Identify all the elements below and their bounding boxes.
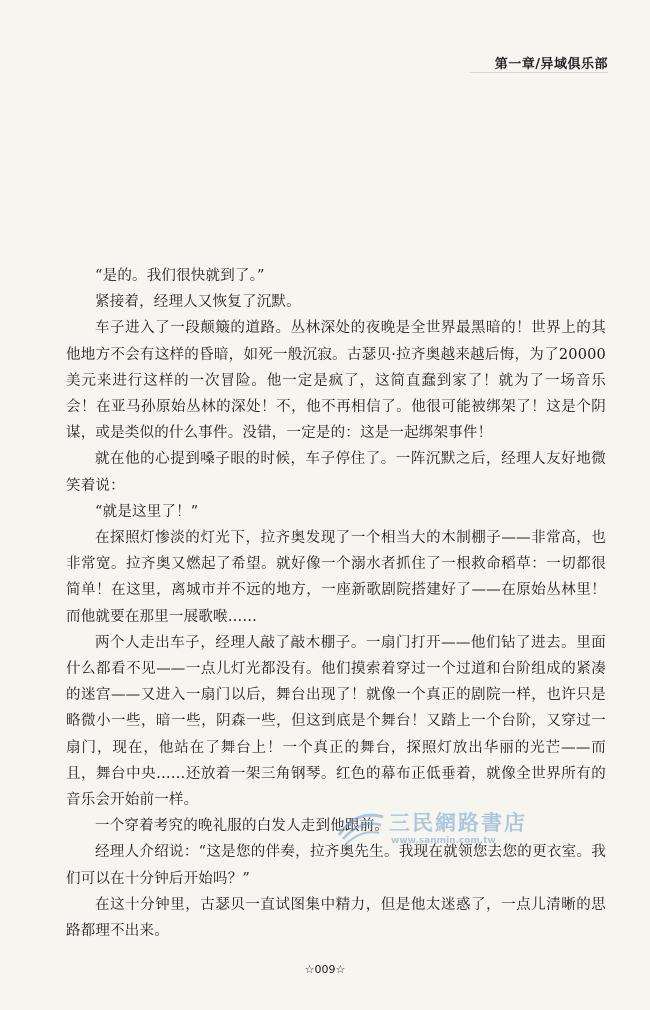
paragraph-3: 车子进入了一段颠簸的道路。丛林深处的夜晚是全世界最黑暗的！世界上的其他地方不会有这样的昏暗，如死一般沉寂。古瑟贝·拉齐奥越来越后悔，为了20000美元来进行这样的一次冒险。他一定是疯了，这简直蠢到家了！就为了一场音乐会！在亚马孙原始丛林的深处！不，他不再相信了。他很可能被绑架了！这是个阴谋，或是类似的什么事件。没错，一定是的：这是一起绑架事件！ <box>66 320 606 442</box>
watermark <box>335 801 527 857</box>
paragraph-1: “是的。我们很快就到了。” <box>95 268 265 284</box>
watermark-url: www.sanmin.com.tw <box>391 836 496 846</box>
page-number: ☆009☆ <box>304 963 346 976</box>
paragraph-2: 紧接着，经理人又恢复了沉默。 <box>95 294 301 311</box>
paragraph-4: 就在他的心提到嗓子眼的时候，车子停住了。一阵沉默之后，经理人友好地微笑着说： <box>66 451 606 494</box>
paragraph-5: “就是这里了！” <box>95 503 199 520</box>
paragraph-10: 在这十分钟里，古瑟贝一直试图集中精力，但是他太迷惑了，一点儿清晰的思路都理不出来。 <box>66 896 606 940</box>
bookstore-logo-icon <box>335 805 387 849</box>
paragraph-9: 经理人介绍说：“这是您的伴奏，拉齐奥先生。我现在就领您去您的更衣室。我们可以在十分钟后开始吗？” <box>66 844 606 887</box>
running-head: 第一章/异域俱乐部 <box>494 57 608 72</box>
paragraph-6: 在探照灯惨淡的灯光下，拉齐奥发现了一个相当大的木制棚子——非常高，也非常宽。拉齐奥又燃起了希望。就好像一个溺水者抓住了一根救命稻草：一切都很简单！在这里，离城市并不远的地方，一座新歌剧院搭建好了——在原始丛林里！而他就要在那里一展歌喉…… <box>66 530 606 625</box>
paragraph-7: 两个人走出车子，经理人敲了敲木棚子。一扇门打开——他们钻了进去。里面什么都看不见——一点儿灯光都没有。他们摸索着穿过一个过道和台阶组成的紧凑的迷宫——又进入一扇门以后，舞台出现了！就像一个真正的剧院一样，也许只是略微小一些，暗一些，阴森一些，但这到底是个舞台！又踏上一个台阶，又穿过一扇门，现在，他站在了舞台上！一个真正的舞台，探照灯放出华丽的光芒——而且，舞台中央……还放着一架三角钢琴。红色的幕布正低垂着，就像全世界所有的音乐会开始前一样。 <box>66 634 606 809</box>
paragraph-8: 一个穿着考究的晚礼服的白发人走到他跟前。 <box>95 818 389 835</box>
header-rule <box>470 72 608 73</box>
watermark-name: 三民網路書店 <box>389 811 527 835</box>
